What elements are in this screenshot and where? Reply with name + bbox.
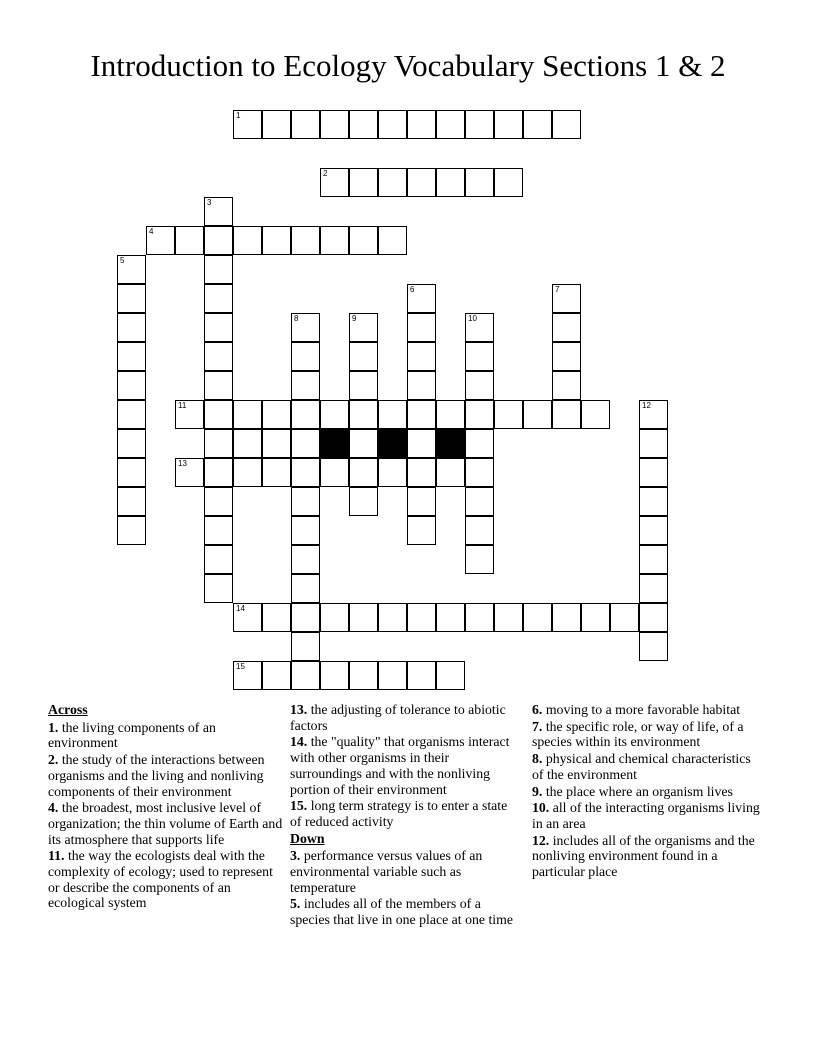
crossword-cell[interactable]	[320, 226, 349, 255]
crossword-cell[interactable]	[349, 429, 378, 458]
clue-down-8	[532, 751, 764, 782]
crossword-cell[interactable]	[552, 371, 581, 400]
crossword-cell[interactable]	[204, 313, 233, 342]
crossword-cell[interactable]	[233, 226, 262, 255]
crossword-cell[interactable]	[552, 400, 581, 429]
crossword-cell[interactable]	[320, 110, 349, 139]
crossword-cell[interactable]	[378, 110, 407, 139]
crossword-cell[interactable]	[523, 603, 552, 632]
crossword-cell[interactable]	[378, 661, 407, 690]
crossword-cell[interactable]	[349, 458, 378, 487]
crossword-cell[interactable]	[291, 603, 320, 632]
clue-across-4	[48, 800, 284, 847]
clue-down-12	[532, 833, 764, 880]
clue-across-15	[290, 798, 522, 829]
crossword-cell[interactable]	[349, 342, 378, 371]
crossword-cell[interactable]	[581, 400, 610, 429]
crossword-cell[interactable]	[407, 284, 436, 313]
crossword-cell[interactable]	[204, 284, 233, 313]
crossword-cell[interactable]	[233, 603, 262, 632]
cell-number: 15	[236, 662, 245, 671]
crossword-cell[interactable]	[349, 168, 378, 197]
crossword-cell[interactable]	[552, 284, 581, 313]
crossword-cell[interactable]	[291, 487, 320, 516]
crossword-cell[interactable]	[204, 226, 233, 255]
crossword-cell[interactable]	[320, 458, 349, 487]
clue-text: the "quality" that organisms interact with other organisms in their surroundings and with the nonliving portion of their environment	[290, 734, 510, 797]
clue-text: the specific role, or way of life, of a species within its environment	[532, 718, 744, 750]
cell-number: 4	[149, 227, 154, 236]
crossword-cell[interactable]	[581, 603, 610, 632]
cell-number: 6	[410, 285, 415, 294]
clue-number: 14.	[290, 734, 308, 750]
clue-text: includes all of the members of a species that live in one place at one time	[290, 896, 513, 928]
clue-number: 15.	[290, 798, 308, 814]
crossword-cell[interactable]	[291, 313, 320, 342]
crossword-cell[interactable]	[175, 226, 204, 255]
crossword-cell[interactable]	[262, 400, 291, 429]
clue-down-10	[532, 800, 764, 831]
crossword-cell[interactable]	[639, 574, 668, 603]
clue-across-2	[48, 752, 284, 799]
crossword-cell[interactable]	[407, 168, 436, 197]
crossword-cell[interactable]	[233, 458, 262, 487]
crossword-cell[interactable]	[291, 458, 320, 487]
crossword-cell[interactable]	[378, 400, 407, 429]
cell-number: 3	[207, 198, 212, 207]
crossword-cell[interactable]	[494, 400, 523, 429]
crossword-cell[interactable]	[465, 516, 494, 545]
crossword-cell[interactable]	[639, 458, 668, 487]
crossword-cell[interactable]	[320, 400, 349, 429]
crossword-cell[interactable]	[117, 429, 146, 458]
clue-down-7	[532, 719, 764, 750]
clue-number: 4.	[48, 800, 59, 816]
crossword-cell[interactable]	[349, 487, 378, 516]
crossword-cell[interactable]	[291, 574, 320, 603]
clue-number: 1.	[48, 719, 59, 735]
crossword-cell[interactable]	[465, 400, 494, 429]
clues-column-2	[290, 702, 522, 929]
crossword-cell[interactable]	[407, 313, 436, 342]
crossword-cell[interactable]	[320, 168, 349, 197]
crossword-cell[interactable]	[291, 516, 320, 545]
crossword-cell[interactable]	[262, 429, 291, 458]
crossword-cell[interactable]	[465, 371, 494, 400]
crossword-cell[interactable]	[204, 371, 233, 400]
clue-text: moving to a more favorable habitat	[545, 702, 741, 717]
clue-number: 2.	[48, 752, 59, 768]
clue-across-13	[290, 702, 522, 733]
crossword-cell[interactable]	[291, 110, 320, 139]
clue-number: 9.	[532, 783, 543, 799]
crossword-cell[interactable]	[204, 197, 233, 226]
crossword-cell[interactable]	[204, 255, 233, 284]
crossword-cell[interactable]	[349, 313, 378, 342]
crossword-cell[interactable]	[407, 400, 436, 429]
clue-text: the living components of an environment	[48, 719, 216, 751]
crossword-cell[interactable]	[117, 458, 146, 487]
cell-number: 2	[323, 169, 328, 178]
crossword-cell[interactable]	[349, 226, 378, 255]
clue-number: 10.	[532, 800, 550, 816]
clue-text: the adjusting of tolerance to abiotic factors	[290, 702, 506, 733]
crossword-cell[interactable]	[349, 371, 378, 400]
clue-number: 7.	[532, 718, 543, 734]
crossword-cell[interactable]	[378, 226, 407, 255]
cell-number: 8	[294, 314, 299, 323]
crossword-cell[interactable]	[117, 487, 146, 516]
crossword-cell[interactable]	[233, 661, 262, 690]
crossword-cell[interactable]	[349, 110, 378, 139]
crossword-cell[interactable]	[407, 458, 436, 487]
clue-number: 5.	[290, 896, 301, 912]
crossword-cell[interactable]	[494, 168, 523, 197]
crossword-cell[interactable]	[610, 603, 639, 632]
crossword-cell[interactable]	[552, 342, 581, 371]
crossword-cell[interactable]	[117, 342, 146, 371]
crossword-cell[interactable]	[349, 661, 378, 690]
crossword-cell[interactable]	[407, 487, 436, 516]
crossword-cell[interactable]	[204, 458, 233, 487]
crossword-cell[interactable]	[291, 226, 320, 255]
crossword-cell[interactable]	[465, 168, 494, 197]
clue-text: the place where an organism lives	[545, 783, 733, 799]
page-title: Introduction to Ecology Vocabulary Sections 1 & 2	[90, 48, 726, 83]
crossword-cell[interactable]	[639, 429, 668, 458]
crossword-cell[interactable]	[117, 371, 146, 400]
crossword-cell[interactable]	[204, 342, 233, 371]
clue-across-11	[48, 848, 284, 911]
clue-across-1	[48, 720, 284, 751]
crossword-cell[interactable]	[204, 545, 233, 574]
crossword-cell[interactable]	[233, 400, 262, 429]
crossword-cell[interactable]	[262, 603, 291, 632]
crossword-cell[interactable]	[407, 603, 436, 632]
crossword-cell[interactable]	[320, 661, 349, 690]
crossword-cell[interactable]	[407, 516, 436, 545]
crossword-cell[interactable]	[262, 661, 291, 690]
clue-text: includes all of the organisms and the nonliving environment found in a particular place	[532, 832, 755, 880]
crossword-cell[interactable]	[204, 574, 233, 603]
crossword-cell[interactable]	[465, 342, 494, 371]
crossword-cell[interactable]	[407, 342, 436, 371]
clue-text: long term strategy is to enter a state of reduced activity	[290, 798, 508, 829]
crossword-cell[interactable]	[204, 400, 233, 429]
cell-number: 13	[178, 459, 187, 468]
crossword-block	[436, 429, 465, 458]
crossword-cell[interactable]	[175, 458, 204, 487]
crossword-cell[interactable]	[291, 342, 320, 371]
crossword-cell[interactable]	[465, 487, 494, 516]
clue-number: 12.	[532, 832, 550, 848]
crossword-cell[interactable]	[233, 110, 262, 139]
crossword-cell[interactable]	[494, 603, 523, 632]
crossword-cell[interactable]	[436, 110, 465, 139]
clue-text: the way the ecologists deal with the complexity of ecology; used to represent or describe the components of an ecological system	[48, 848, 273, 911]
crossword-cell[interactable]	[204, 516, 233, 545]
crossword-cell[interactable]	[407, 110, 436, 139]
crossword-cell[interactable]	[639, 487, 668, 516]
cell-number: 10	[468, 314, 477, 323]
crossword-cell[interactable]	[349, 603, 378, 632]
crossword-cell[interactable]	[291, 661, 320, 690]
cell-number: 12	[642, 401, 651, 410]
crossword-cell[interactable]	[204, 487, 233, 516]
crossword-cell[interactable]	[146, 226, 175, 255]
crossword-cell[interactable]	[378, 458, 407, 487]
clue-text: the broadest, most inclusive level of organization; the thin volume of Earth and its atmosphere that supports life	[48, 800, 283, 847]
crossword-cell[interactable]	[204, 429, 233, 458]
crossword-cell[interactable]	[262, 110, 291, 139]
crossword-cell[interactable]	[465, 313, 494, 342]
clue-text: physical and chemical characteristics of the environment	[532, 751, 751, 782]
clue-number: 13.	[290, 702, 308, 717]
clues-column-1	[48, 702, 284, 912]
clue-number: 11.	[48, 848, 65, 864]
crossword-cell[interactable]	[117, 284, 146, 313]
cell-number: 5	[120, 256, 125, 265]
crossword-cell[interactable]	[465, 603, 494, 632]
crossword-cell[interactable]	[117, 516, 146, 545]
crossword-cell[interactable]	[117, 255, 146, 284]
crossword-cell[interactable]	[465, 429, 494, 458]
crossword-cell[interactable]	[523, 110, 552, 139]
cell-number: 9	[352, 314, 357, 323]
crossword-cell[interactable]	[436, 400, 465, 429]
crossword-cell[interactable]	[320, 603, 349, 632]
crossword-cell[interactable]	[407, 429, 436, 458]
crossword-cell[interactable]	[639, 632, 668, 661]
crossword-cell[interactable]	[523, 400, 552, 429]
clue-number: 6.	[532, 702, 543, 717]
across-heading: Across	[48, 702, 88, 717]
crossword-cell[interactable]	[552, 603, 581, 632]
crossword-block	[378, 429, 407, 458]
crossword-cell[interactable]	[407, 371, 436, 400]
crossword-cell[interactable]	[262, 458, 291, 487]
crossword-cell[interactable]	[639, 516, 668, 545]
clue-across-14	[290, 734, 522, 797]
crossword-cell[interactable]	[639, 545, 668, 574]
crossword-cell[interactable]	[291, 371, 320, 400]
crossword-cell[interactable]	[465, 110, 494, 139]
crossword-cell[interactable]	[465, 458, 494, 487]
clue-down-5	[290, 896, 522, 927]
cell-number: 11	[178, 401, 187, 410]
crossword-cell[interactable]	[291, 429, 320, 458]
crossword-cell[interactable]	[117, 400, 146, 429]
crossword-block	[320, 429, 349, 458]
crossword-cell[interactable]	[436, 603, 465, 632]
clue-number: 8.	[532, 751, 543, 767]
clues-column-3	[532, 702, 764, 881]
clue-down-3	[290, 848, 522, 895]
clue-down-6	[532, 702, 764, 718]
crossword-cell[interactable]	[436, 458, 465, 487]
crossword-cell[interactable]	[291, 632, 320, 661]
crossword-cell[interactable]	[291, 400, 320, 429]
crossword-cell[interactable]	[552, 313, 581, 342]
clue-text: all of the interacting organisms living in an area	[532, 800, 760, 831]
crossword-cell[interactable]	[407, 661, 436, 690]
crossword-cell[interactable]	[465, 545, 494, 574]
crossword-cell[interactable]	[175, 400, 204, 429]
crossword-cell[interactable]	[262, 226, 291, 255]
crossword-cell[interactable]	[117, 313, 146, 342]
crossword-cell[interactable]	[494, 110, 523, 139]
crossword-cell[interactable]	[378, 168, 407, 197]
cell-number: 1	[236, 111, 241, 120]
cell-number: 7	[555, 285, 560, 294]
clue-number: 3.	[290, 848, 301, 864]
cell-number: 14	[236, 604, 245, 613]
crossword-cell[interactable]	[291, 545, 320, 574]
crossword-cell[interactable]	[233, 429, 262, 458]
clue-text: performance versus values of an environmental variable such as temperature	[290, 848, 483, 895]
clue-text: the study of the interactions between organisms and the living and nonliving components of their environment	[48, 752, 265, 799]
crossword-cell[interactable]	[552, 110, 581, 139]
crossword-cell[interactable]	[436, 168, 465, 197]
crossword-cell[interactable]	[639, 603, 668, 632]
crossword-cell[interactable]	[436, 661, 465, 690]
crossword-cell[interactable]	[349, 400, 378, 429]
crossword-cell[interactable]	[639, 400, 668, 429]
down-heading: Down	[290, 830, 325, 846]
clue-down-9	[532, 784, 764, 800]
crossword-cell[interactable]	[378, 603, 407, 632]
